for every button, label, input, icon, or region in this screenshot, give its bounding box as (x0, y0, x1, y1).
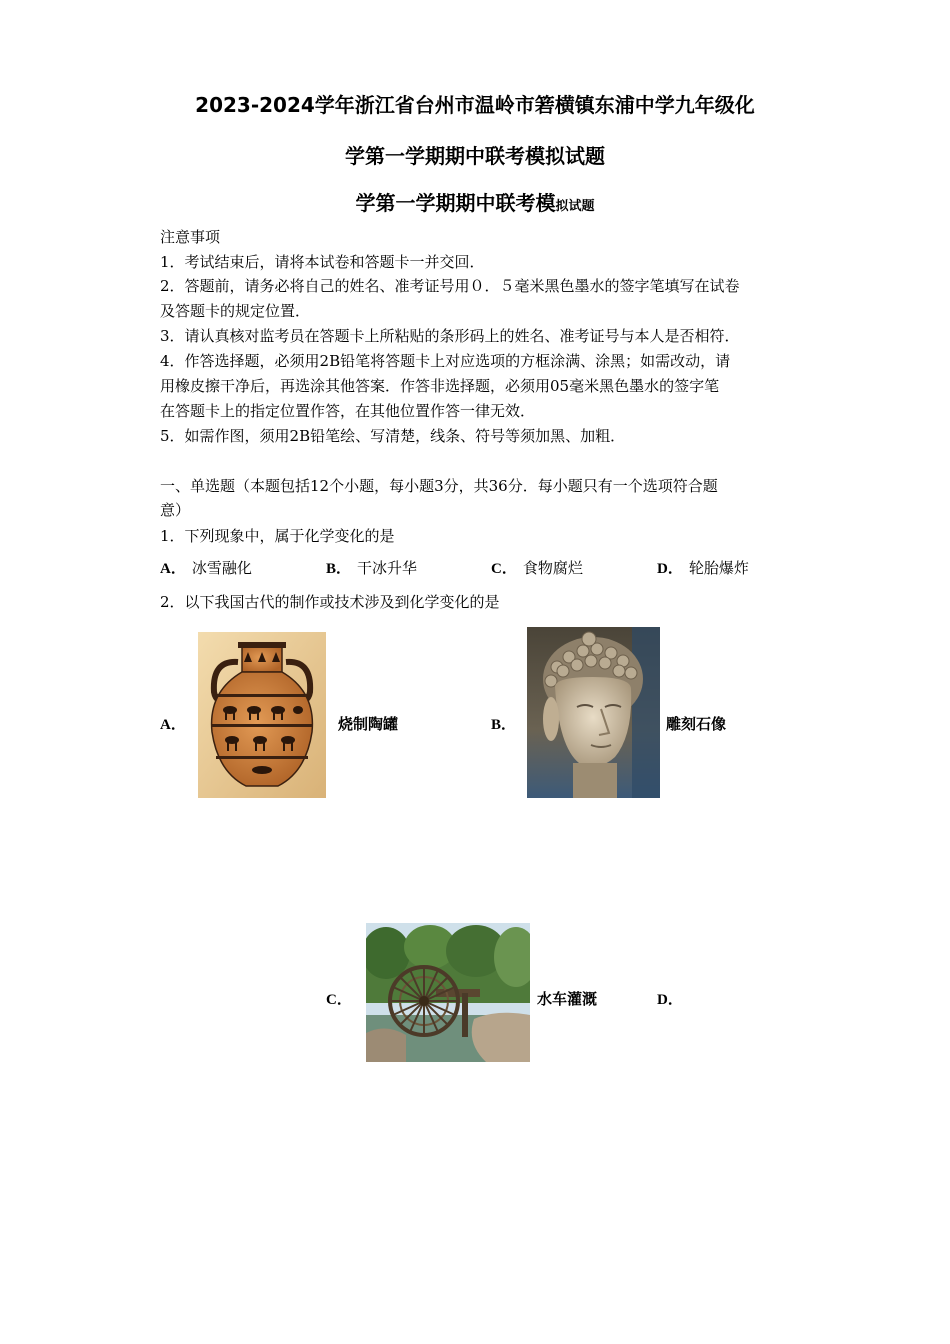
q2-option-a-caption: 烧制陶罐 (338, 715, 399, 733)
q1-option-b[interactable]: B． 干冰升华 (326, 559, 418, 577)
section-heading: 一、单选题（本题包括12个小题，每小题3分，共36分．每小题只有一个选项符合题 (160, 477, 718, 495)
notice-line: 用橡皮擦干净后，再选涂其他答案．作答非选择题，必须用05毫米黑色墨水的签字笔 (160, 377, 720, 395)
waterwheel-image (366, 923, 530, 1062)
pottery-jar-image (198, 632, 326, 798)
q1-option-c[interactable]: C． 食物腐烂 (491, 559, 583, 577)
notice-line: 4．作答选择题，必须用2B铅笔将答题卡上对应选项的方框涂满、涂黑；如需改动，请 (160, 352, 731, 370)
exam-title-line1: 2023-2024学年浙江省台州市温岭市箬横镇东浦中学九年级化 (195, 93, 755, 117)
notice-line: 在答题卡上的指定位置作答，在其他位置作答一律无效． (160, 402, 536, 420)
notice-line: 1．考试结束后，请将本试卷和答题卡一并交回． (160, 253, 485, 271)
exam-title-line3 (0, 187, 950, 216)
q1-option-a[interactable]: A． 冰雪融化 (160, 559, 252, 577)
q2-option-b-caption: 雕刻石像 (666, 715, 727, 733)
notice-heading: 注意事项 (160, 228, 221, 246)
exam-title-line3-small: 拟试题 (555, 199, 595, 214)
stone-statue-image (527, 627, 660, 798)
notice-line: 及答题卡的规定位置． (160, 302, 311, 320)
q2-option-b-label[interactable]: B． (491, 717, 517, 733)
exam-title-line3-main: 学第一学期期中联考模 (355, 191, 556, 215)
question-1-stem: 1．下列现象中，属于化学变化的是 (160, 527, 395, 545)
exam-title-line2: 学第一学期期中联考模拟试题 (345, 144, 605, 168)
q1-option-d[interactable]: D． 轮胎爆炸 (657, 559, 749, 577)
q2-option-c-caption: 水车灌溉 (537, 990, 598, 1008)
q2-option-a-label[interactable]: A． (160, 717, 186, 733)
q2-option-c-label[interactable]: C． (326, 992, 352, 1008)
notice-line: 5．如需作图，须用2B铅笔绘、写清楚，线条、符号等须加黑、加粗． (160, 427, 626, 445)
q2-option-d-label[interactable]: D． (657, 992, 683, 1008)
notice-line: 2．答题前，请务必将自己的姓名、准考证号用０．５毫米黑色墨水的签字笔填写在试卷 (160, 277, 740, 295)
section-heading-cont: 意） (160, 501, 191, 519)
notice-line: 3．请认真核对监考员在答题卡上所粘贴的条形码上的姓名、准考证号与本人是否相符． (160, 327, 740, 345)
question-2-stem: 2．以下我国古代的制作或技术涉及到化学变化的是 (160, 593, 500, 611)
